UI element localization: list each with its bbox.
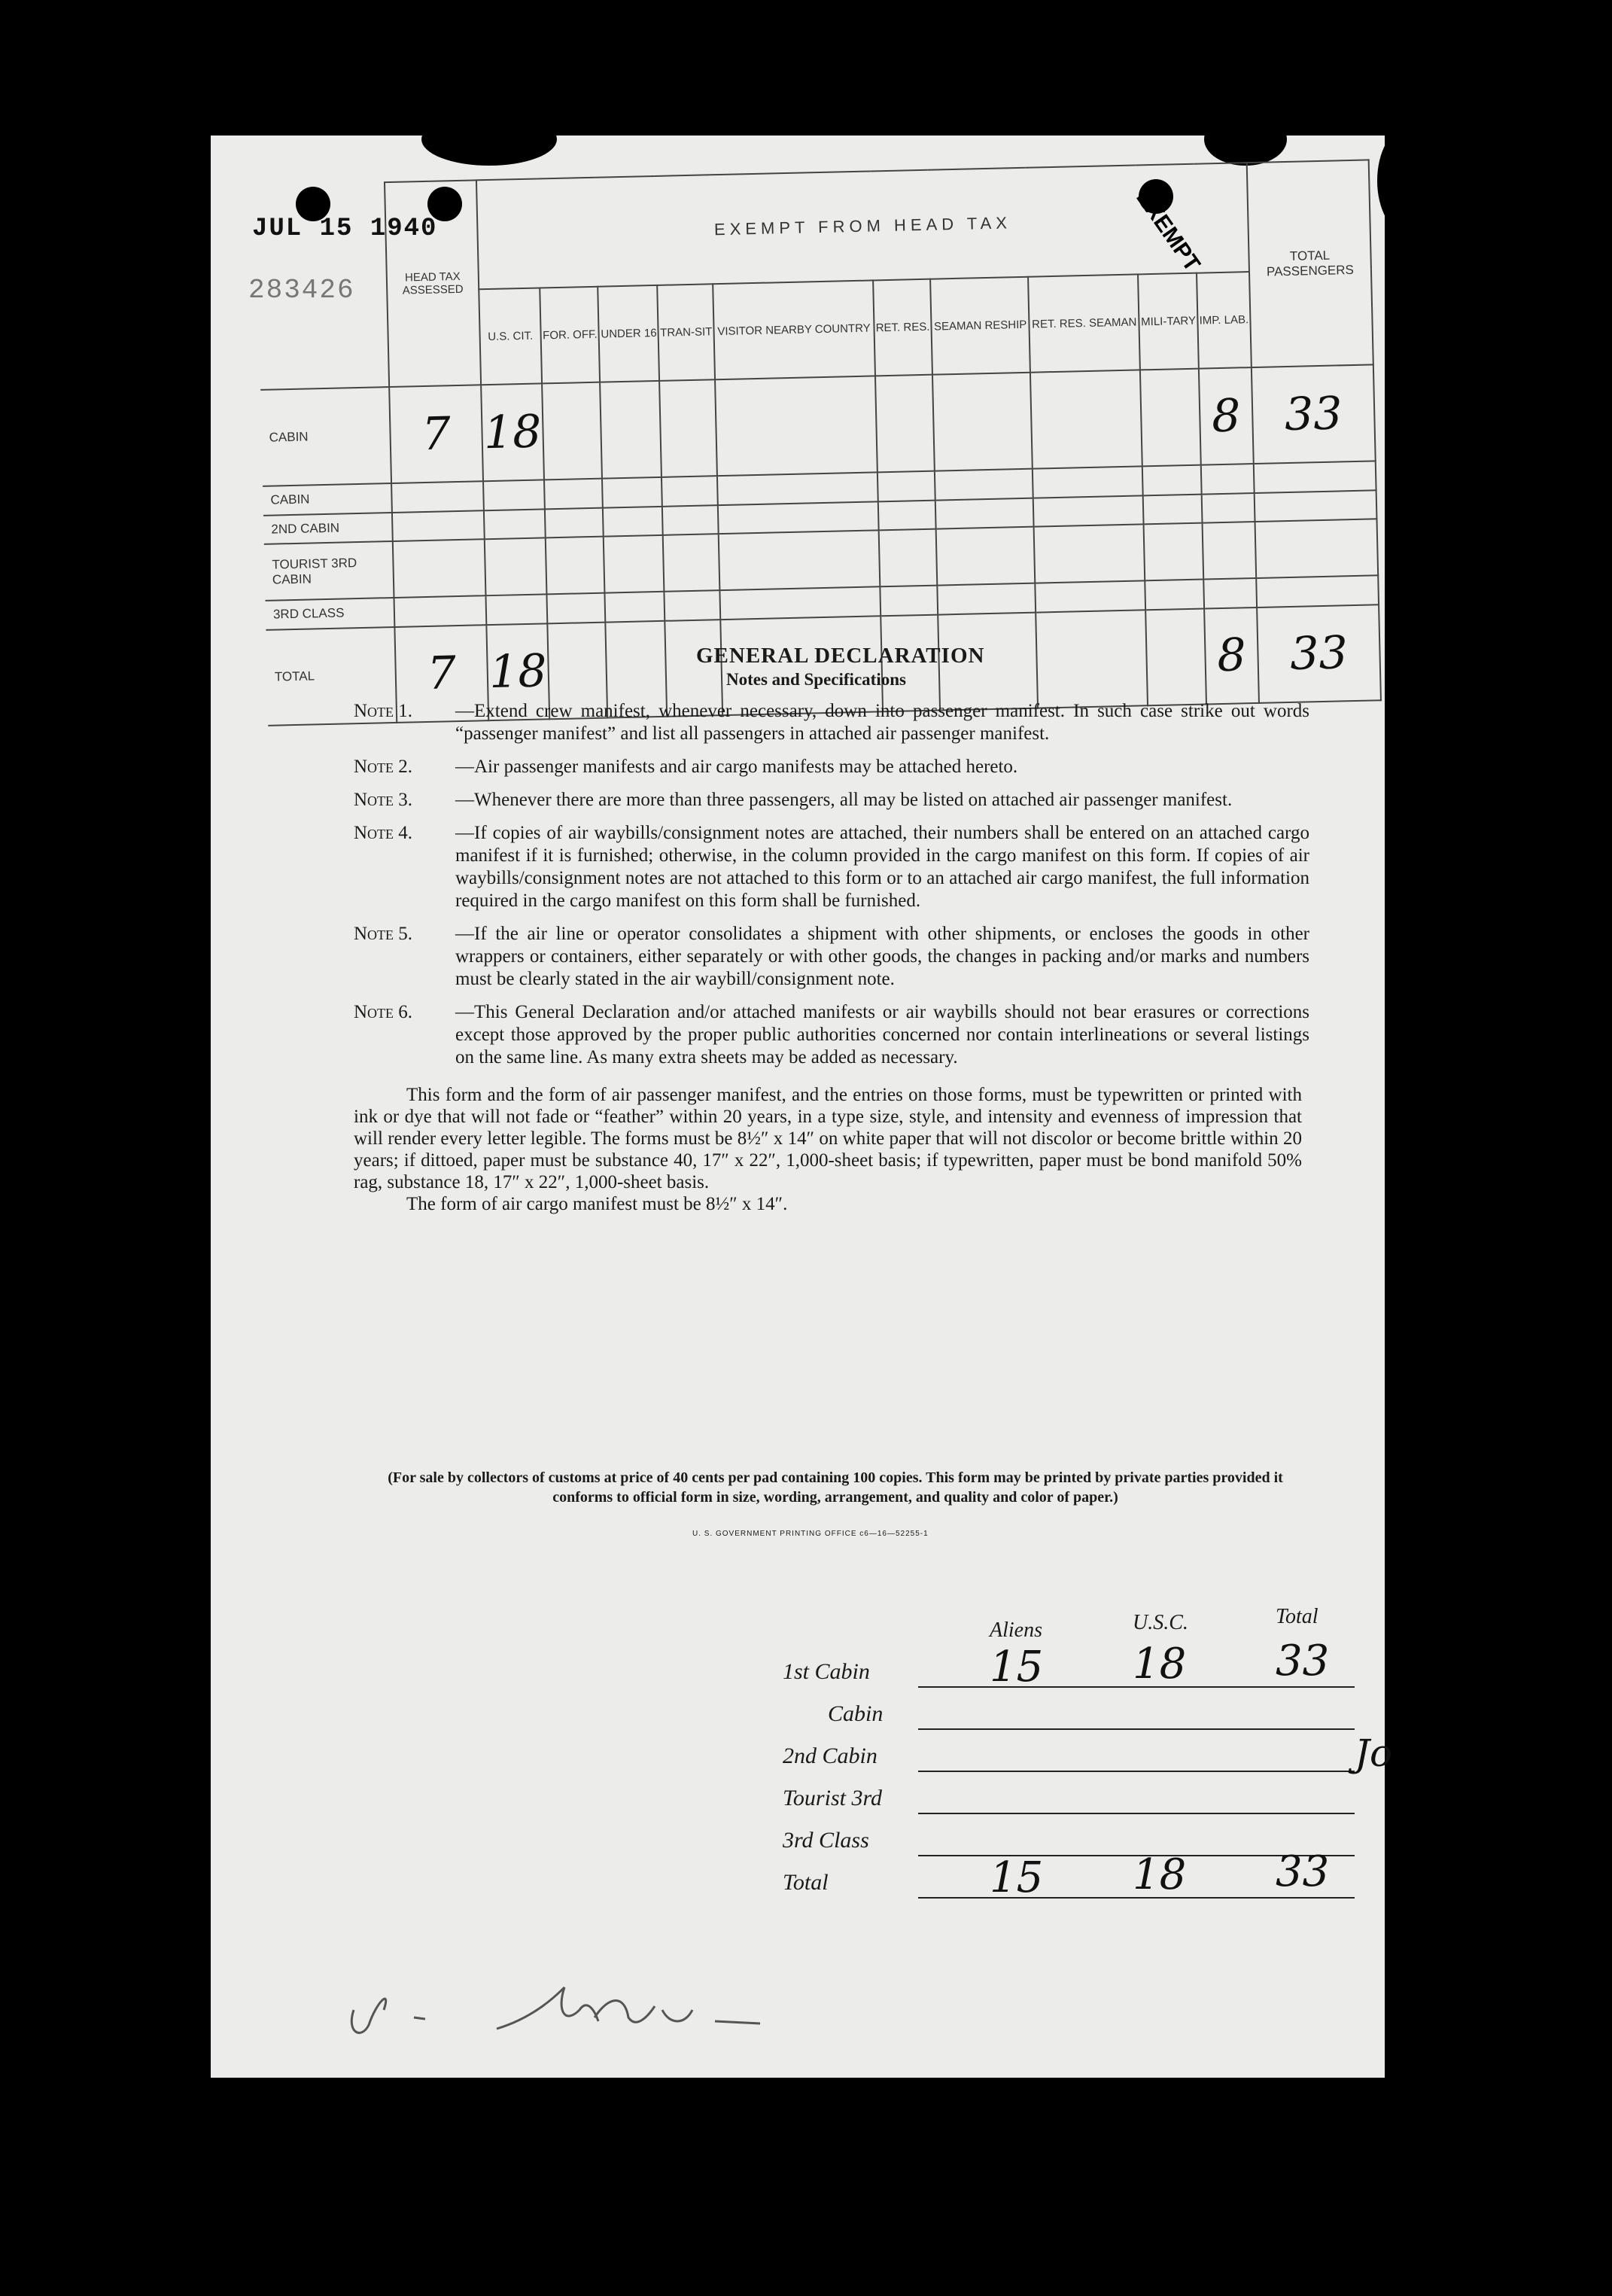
- total-passengers-value: [1255, 490, 1377, 522]
- empty-cell: [932, 373, 1033, 470]
- empty-cell: [600, 381, 662, 478]
- empty-cell: [662, 505, 719, 536]
- head-tax-value: [391, 481, 484, 513]
- exempt-column-header: RET. RES.: [873, 279, 932, 376]
- note-label: Note 6.: [354, 1002, 413, 1022]
- summary-line: [918, 1813, 1355, 1814]
- empty-cell: [662, 476, 718, 507]
- empty-cell: [1035, 580, 1145, 612]
- exempt-value: 8: [1204, 607, 1259, 705]
- note-label: Note 1.: [354, 701, 413, 721]
- exempt-column-header: U.S. CIT.: [479, 288, 542, 385]
- empty-cell: [1034, 525, 1145, 583]
- us-citizen-value: [485, 594, 547, 625]
- date-stamp: JUL 15 1940: [252, 215, 438, 243]
- exempt-stamp: EXEMPT: [1131, 185, 1205, 276]
- summary-row-label: Total: [783, 1870, 829, 1895]
- summary-line: [918, 1728, 1355, 1730]
- summary-row-label: 2nd Cabin: [783, 1743, 877, 1768]
- binder-hole: [905, 29, 922, 45]
- total-passengers-value: 33: [1252, 365, 1376, 464]
- note-text: —This General Declaration and/or attached manifests or air waybills should not bear erasures or corrections except those approved by the proper public authorities concerned nor contain interlineations or several listings on the same line. As many extra sheets may be added as necessary.: [455, 1002, 1309, 1067]
- head-tax-value: [392, 510, 485, 542]
- summary-row-label: 3rd Class: [783, 1828, 869, 1853]
- exempt-column-header: UNDER 16: [598, 285, 660, 382]
- declaration-note: [354, 789, 1309, 812]
- note-label: Note 2.: [354, 757, 413, 777]
- total-passengers-value: 33: [1257, 604, 1381, 703]
- summary-row: [783, 1783, 1355, 1820]
- declaration-note: [354, 923, 1309, 991]
- general-declaration: [354, 644, 1309, 1215]
- cargo-manifest-size: The form of air cargo manifest must be 8½″ x 14″.: [406, 1194, 788, 1214]
- empty-cell: [1145, 579, 1204, 610]
- declaration-note: [354, 822, 1309, 912]
- empty-cell: [935, 468, 1033, 500]
- summary-row: [783, 1825, 1355, 1862]
- torn-edge: [1204, 113, 1287, 166]
- torn-edge: [1377, 128, 1437, 233]
- us-citizen-value: [484, 509, 546, 540]
- empty-cell: [718, 501, 879, 534]
- empty-cell: [603, 506, 663, 537]
- exempt-column-header: RET. RES. SEAMAN: [1028, 274, 1140, 373]
- summary-row: [783, 1847, 1355, 1905]
- head-tax-value: 7: [394, 625, 488, 723]
- empty-cell: [547, 592, 606, 623]
- summary-row: [783, 1698, 1355, 1736]
- declaration-note: [354, 700, 1309, 745]
- row-label: CABIN: [263, 483, 392, 516]
- empty-cell: [659, 380, 717, 477]
- empty-cell: [542, 382, 602, 480]
- summary-line: [918, 1771, 1355, 1772]
- empty-cell: [875, 375, 935, 472]
- torn-edge: [421, 113, 557, 166]
- printing-office-line: U. S. GOVERNMENT PRINTING OFFICE c6—16—52255-1: [692, 1530, 929, 1538]
- total-passengers-value: [1255, 519, 1379, 578]
- summary-usc-value: 18: [1133, 1640, 1187, 1689]
- declaration-title: GENERAL DECLARATION: [696, 644, 985, 668]
- summary-total-value: 33: [1276, 1637, 1330, 1685]
- note-text: —If copies of air waybills/consignment notes are attached, their numbers shall be entered on an attached cargo manifest if it is furnished; otherwise, in the column provided in the cargo manifest on this form. If copies of air waybills/consignment notes are not attached to this form or to an attached air cargo manifest, the full information required in the cargo manifest on this form shall be furnished.: [455, 823, 1309, 911]
- summary-row-label: Cabin: [828, 1701, 884, 1726]
- empty-cell: [878, 500, 936, 531]
- us-citizen-value: 18: [481, 384, 544, 481]
- empty-cell: [1142, 464, 1201, 495]
- summary-row-label: 1st Cabin: [783, 1659, 870, 1684]
- summary-row-label: Tourist 3rd: [783, 1786, 883, 1810]
- summary-row: [783, 1740, 1355, 1778]
- empty-cell: [935, 498, 1034, 529]
- summary-aliens-value: 15: [990, 1853, 1044, 1902]
- sale-note: (For sale by collectors of customs at price of 40 cents per pad containing 100 copies. This form may be printed by private parties provided it conforms to official form in size, wording, arrangement, and quality and color of paper.): [388, 1469, 1283, 1506]
- head-tax-value: [393, 540, 486, 598]
- note-label: Note 4.: [354, 823, 413, 843]
- note-text: —Air passenger manifests and air cargo manifests may be attached hereto.: [455, 757, 1018, 777]
- note-label: Note 3.: [354, 790, 413, 810]
- empty-cell: [665, 590, 721, 621]
- summary-initials: Jo: [1355, 1731, 1393, 1775]
- exempt-column-header: TRAN-SIT: [657, 284, 715, 381]
- empty-cell: [936, 527, 1036, 585]
- empty-cell: [877, 470, 935, 501]
- exempt-value: [1203, 578, 1257, 608]
- head-tax-value: [394, 595, 486, 627]
- exempt-value: [1202, 522, 1256, 579]
- empty-cell: [546, 537, 605, 594]
- declaration-note: [354, 1001, 1309, 1069]
- us-citizen-value: [483, 480, 545, 510]
- empty-cell: [880, 585, 938, 616]
- summary-header-aliens: Aliens: [990, 1618, 1042, 1642]
- form-requirements-paragraph: This form and the form of air passenger manifest, and the entries on those forms, must be typewritten or printed with ink or dye that will not fade or “feather” within 20 years, in a type size, style, and intensity and evenness of impression that will render every letter legible. The forms must be 8½″ x 14″ on white paper that will not discolor or become brittle within 20 years; if dittoed, paper must be substance 40, 17″ x 22″, 1,000-sheet basis; if typewritten, paper must be bond manifold 50% rag, substance 18, 17″ x 22″, 1,000-sheet basis.: [354, 1085, 1302, 1192]
- empty-cell: [717, 472, 878, 505]
- row-label: 2ND CABIN: [263, 513, 393, 545]
- total-passengers-value: [1256, 575, 1379, 607]
- empty-cell: [604, 535, 665, 592]
- empty-cell: [1030, 370, 1142, 469]
- exempt-column-header: FOR. OFF.: [540, 287, 600, 384]
- empty-cell: [1033, 466, 1143, 498]
- row-label: CABIN: [260, 387, 391, 486]
- empty-cell: [938, 583, 1036, 614]
- exempt-value: [1202, 493, 1255, 523]
- summary-header-usc: U.S.C.: [1133, 1611, 1188, 1634]
- us-citizen-value: 18: [486, 623, 549, 720]
- empty-cell: [602, 477, 662, 508]
- summary-total-value: 33: [1276, 1847, 1330, 1896]
- summary-row: [783, 1637, 1355, 1694]
- summary-aliens-value: 15: [990, 1643, 1044, 1692]
- empty-cell: [1144, 523, 1203, 580]
- us-citizen-value: [485, 538, 547, 595]
- declaration-subtitle: Notes and Specifications: [726, 670, 906, 689]
- exempt-column-header: SEAMAN RESHIP: [930, 277, 1030, 375]
- empty-cell: [544, 478, 603, 509]
- exempt-column-header: MILI-TARY: [1138, 273, 1198, 370]
- summary-usc-value: 18: [1133, 1850, 1187, 1899]
- declaration-note: [354, 756, 1309, 778]
- empty-cell: [1143, 494, 1202, 525]
- exempt-column-header: IMP. LAB.: [1197, 272, 1252, 369]
- empty-cell: [663, 534, 719, 592]
- summary-header-total: Total: [1276, 1605, 1318, 1628]
- head-tax-header: HEAD TAX ASSESSED: [385, 180, 481, 387]
- exempt-column-header: VISITOR NEARBY COUNTRY: [713, 280, 875, 379]
- exempt-header: EXEMPT FROM HEAD TAX: [476, 163, 1249, 289]
- empty-cell: [879, 529, 938, 586]
- head-tax-value: 7: [389, 385, 483, 483]
- total-passengers-value: [1254, 461, 1376, 493]
- empty-cell: [1033, 495, 1144, 527]
- note-text: —Whenever there are more than three passengers, all may be listed on attached air passenger manifest.: [455, 790, 1233, 810]
- empty-cell: [605, 592, 665, 623]
- head-tax-table: [256, 159, 1382, 726]
- empty-cell: [545, 507, 604, 538]
- note-text: —Extend crew manifest, whenever necessary, down into passenger manifest. In such case strike out words “passenger manifest” and list all passengers in attached air passenger manifest.: [455, 701, 1309, 744]
- empty-cell: [719, 586, 881, 620]
- empty-cell: [715, 376, 877, 476]
- note-text: —If the air line or operator consolidates a shipment with other shipments, or encloses the goods in other wrappers or containers, either separately or with other goods, the changes in packing and/or marks and numbers must be clearly stated in the air waybill/consignment note.: [455, 924, 1309, 989]
- row-label-header: [256, 182, 389, 390]
- empty-cell: [719, 531, 880, 590]
- exempt-value: [1201, 464, 1255, 494]
- total-passengers-header: TOTAL PASSENGERS: [1247, 160, 1373, 367]
- row-label: TOURIST 3RD CABIN: [264, 541, 394, 600]
- passenger-summary: [783, 1605, 1393, 1920]
- serial-number: 283426: [248, 275, 355, 306]
- empty-cell: [1140, 369, 1200, 466]
- row-label: TOTAL: [266, 627, 397, 726]
- exempt-value: 8: [1199, 367, 1254, 464]
- row-label: 3RD CLASS: [266, 598, 395, 630]
- note-label: Note 5.: [354, 924, 413, 944]
- handwritten-signature: [339, 1965, 820, 2048]
